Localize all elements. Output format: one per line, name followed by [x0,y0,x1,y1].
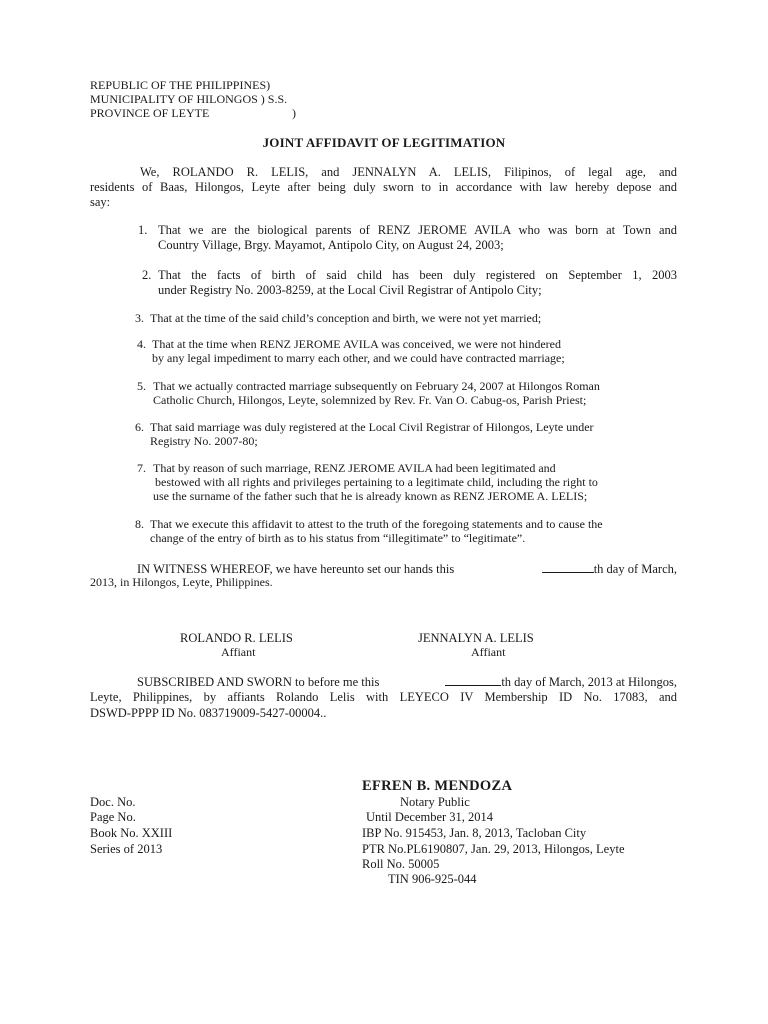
witness-line-2: 2013, in Hilongos, Leyte, Philippines. [90,575,273,589]
item-number: 4. [137,337,146,351]
affiant-2-name: JENNALYN A. LELIS [418,631,534,645]
item-number: 5. [137,379,146,393]
item-6-line-2: Registry No. 2007-80; [150,434,258,448]
item-2-line-1: That the facts of birth of said child has been duly registered on September 1, 2003 [158,268,677,282]
item-4-line-2: by any legal impediment to marry each other, and we could have contracted marriage; [152,351,565,365]
item-5-line-2: Catholic Church, Hilongos, Leyte, solemnized by Rev. Fr. Van O. Cabug-os, Parish Priest; [153,393,587,407]
caption-line-municipality: MUNICIPALITY OF HILONGOS ) S.S. [90,92,288,106]
item-number: 6. [135,420,144,434]
item-number: 2. [142,268,152,282]
intro-line-2: residents of Baas, Hilongos, Leyte after being duly sworn to in accordance with law hereby depose and [90,180,677,194]
caption-line-province: PROVINCE OF LEYTE [90,106,210,120]
document-title: JOINT AFFIDAVIT OF LEGITIMATION [262,135,506,150]
item-7-line-2: bestowed with all rights and privileges pertaining to a legitimate child, including the right to [155,475,598,489]
item-number: 7. [137,461,146,475]
item-5-line-1: That we actually contracted marriage subsequently on February 24, 2007 at Hilongos Roman [153,379,600,393]
item-3-line-1: That at the time of the said child’s conception and birth, we were not yet married; [150,311,542,325]
notary-title: Notary Public [400,795,470,809]
item-number: 1. [138,223,148,237]
intro-line-1: We, ROLANDO R. LELIS, and JENNALYN A. LELIS, Filipinos, of legal age, and [140,165,677,179]
item-8-line-1: That we execute this affidavit to attest to the truth of the foregoing statements and to cause the [150,517,603,531]
intro-line-3: say: [90,195,111,209]
item-number: 3. [135,311,144,325]
affiant-2-role: Affiant [471,645,506,659]
jurat-date-blank-line[interactable] [445,674,501,686]
item-8-line-2: change of the entry of birth as to his status from “illegitimate” to “legitimate”. [150,531,526,545]
item-6-line-1: That said marriage was duly registered at the Local Civil Registrar of Hilongos, Leyte under [150,420,594,434]
item-2-line-2: under Registry No. 2003-8259, at the Local Civil Registrar of Antipolo City; [158,283,542,297]
affiant-1-role: Affiant [221,645,256,659]
witness-line-1 [137,561,677,576]
date-blank-line[interactable] [542,561,594,573]
docket-doc: Doc. No. [90,795,136,809]
docket-page: Page No. [90,810,136,824]
jurat-text-a: SUBSCRIBED AND SWORN to before me this [137,675,380,689]
notary-roll: Roll No. 50005 [362,857,440,871]
jurat-line-2: Leyte, Philippines, by affiants Rolando Lelis with LEYECO IV Membership ID No. 17083, and [90,690,677,704]
notary-ptr: PTR No.PL6190807, Jan. 29, 2013, Hilongos, Leyte [362,842,625,856]
notary-commission: Until December 31, 2014 [366,810,494,824]
item-number: 8. [135,517,144,531]
item-7-line-1: That by reason of such marriage, RENZ JEROME AVILA had been legitimated and [153,461,556,475]
jurat-text-b: th day of March, 2013 at Hilongos, [501,675,677,689]
witness-date-group [542,561,677,576]
notary-tin: TIN 906-925-044 [388,872,477,886]
affiant-1-name: ROLANDO R. LELIS [180,631,293,645]
jurat-date-group [445,674,677,689]
jurat-line-1 [137,674,677,689]
notary-ibp: IBP No. 915453, Jan. 8, 2013, Tacloban City [362,826,587,840]
item-1-line-1: That we are the biological parents of RENZ JEROME AVILA who was born at Town and [158,223,677,237]
item-7-line-3: use the surname of the father such that he is already known as RENZ JEROME A. LELIS; [153,489,588,503]
jurat-line-3: DSWD-PPPP ID No. 083719009-5427-00004.. [90,706,327,720]
docket-series: Series of 2013 [90,842,163,856]
notary-name: EFREN B. MENDOZA [362,778,513,794]
docket-book: Book No. XXIII [90,826,173,840]
item-1-line-2: Country Village, Brgy. Mayamot, Antipolo City, on August 24, 2003; [158,238,504,252]
witness-text-b: th day of March, [593,562,677,576]
caption-paren: ) [292,106,296,120]
item-4-line-1: That at the time when RENZ JEROME AVILA was conceived, we were not hindered [152,337,562,351]
witness-text-a: IN WITNESS WHEREOF, we have hereunto set our hands this [137,562,455,576]
caption-line-republic: REPUBLIC OF THE PHILIPPINES) [90,78,271,92]
